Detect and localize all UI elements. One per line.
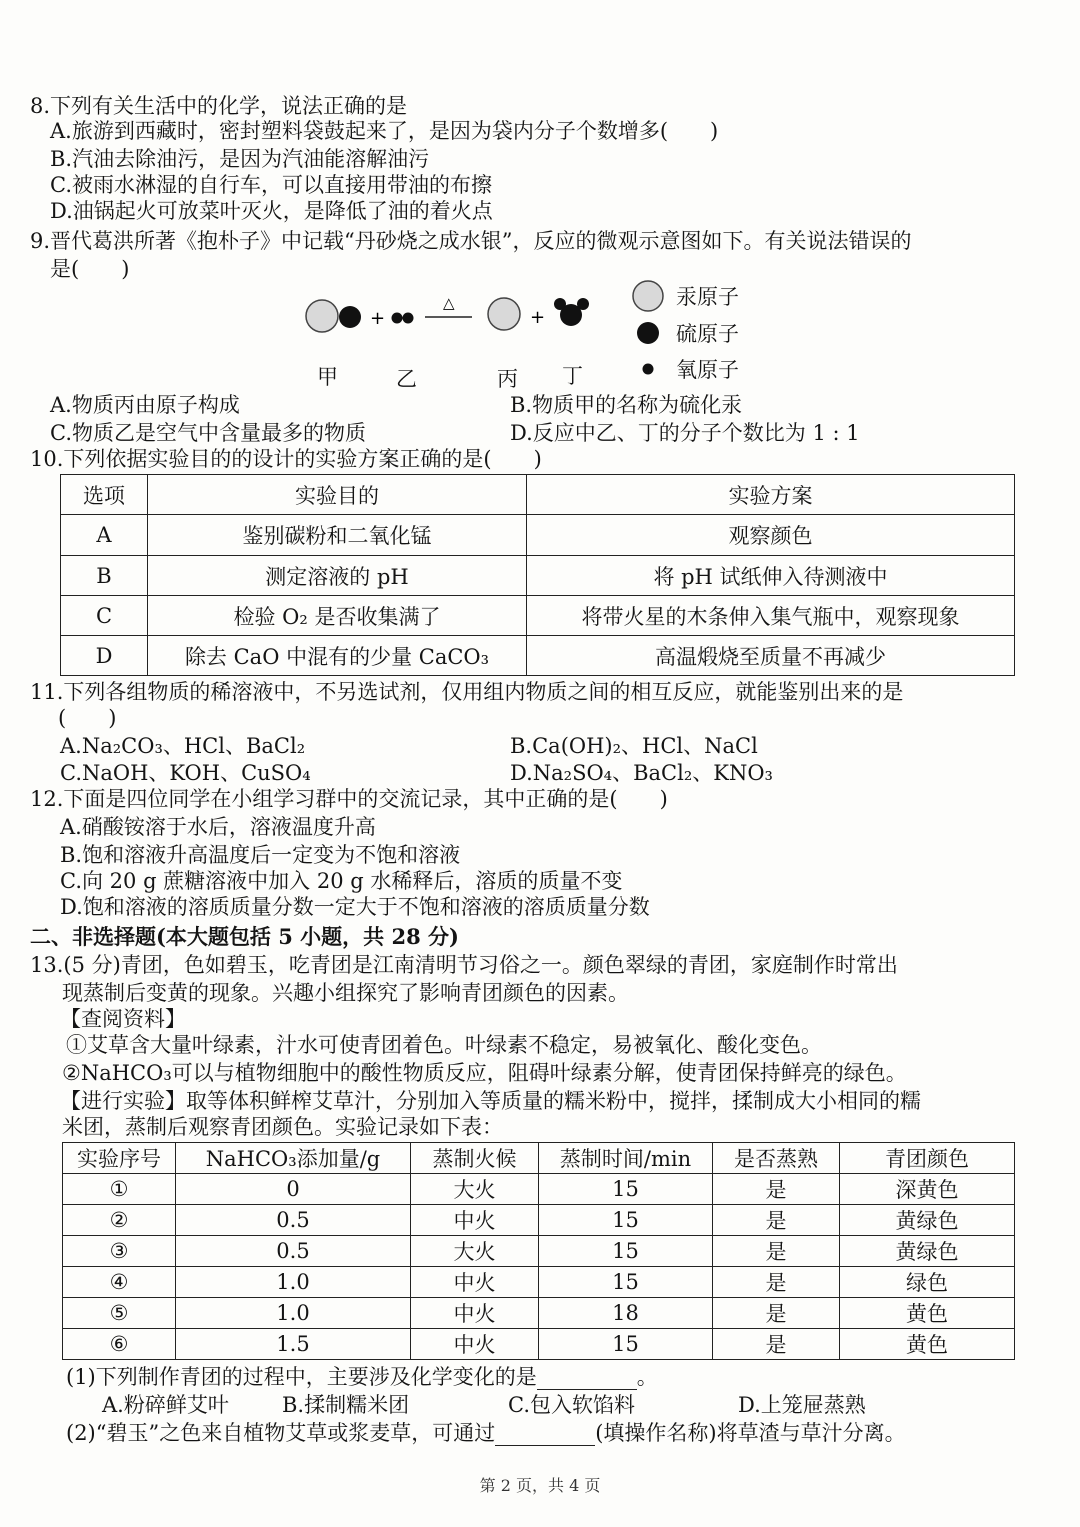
q10-stem: 10.下列依据实验目的的设计的实验方案正确的是( ) (30, 447, 542, 471)
table-cell: 15 (539, 1236, 713, 1267)
label-bing: 丙 (497, 367, 518, 391)
table-cell: 是 (713, 1298, 840, 1329)
q8-option-d: D.油锅起火可放菜叶灭火，是降低了油的着火点 (50, 199, 493, 223)
table-cell: 15 (539, 1174, 713, 1205)
q13-part1-option-d: D.上笼屉蒸熟 (738, 1393, 866, 1417)
mercury-atom-icon (488, 298, 520, 330)
legend-oxygen-icon (643, 364, 654, 375)
q12-option-a: A.硝酸铵溶于水后，溶液温度升高 (60, 815, 376, 839)
table-cell: 大火 (411, 1174, 539, 1205)
q13-part2-prompt (66, 1420, 906, 1446)
mercury-atom-icon (306, 300, 338, 332)
q8-option-b: B.汽油去除油污，是因为汽油能溶解油污 (50, 147, 430, 171)
legend-sulfur-label: 硫原子 (676, 322, 739, 346)
table-cell: 是 (713, 1174, 840, 1205)
svg-text:+: + (370, 308, 386, 329)
q9-stem-line1: 9.晋代葛洪所著《抱朴子》中记载“丹砂烧之成水银”，反应的微观示意图如下。有关说法错误的 (30, 229, 912, 253)
q13-ref-2: ②NaHCO₃可以与植物细胞中的酸性物质反应，阻碍叶绿素分解，使青团保持鲜亮的绿色。 (62, 1061, 907, 1085)
table-cell: 是 (713, 1236, 840, 1267)
q11-option-c: C.NaOH、KOH、CuSO₄ (60, 761, 311, 785)
table-cell: 18 (539, 1298, 713, 1329)
table-header: 实验序号 (63, 1143, 176, 1174)
table-row (63, 1236, 1015, 1267)
q12-option-c: C.向 20 g 蔗糖溶液中加入 20 g 水稀释后，溶质的质量不变 (60, 869, 623, 893)
table-header: 选项 (61, 475, 148, 515)
section-2-heading: 二、非选择题(本大题包括 5 小题，共 28 分) (30, 924, 459, 949)
q9-option-a: A.物质丙由原子构成 (50, 393, 240, 417)
table-row (61, 636, 1015, 676)
answer-blank[interactable] (537, 1367, 637, 1390)
table-cell: 绿色 (840, 1267, 1015, 1298)
q13-stem-line1: 13.(5 分)青团，色如碧玉，吃青团是江南清明节习俗之一。颜色翠绿的青团，家庭制作时常出 (30, 953, 898, 977)
q11-stem-line2: ( ) (58, 706, 117, 730)
table-cell: 0.5 (176, 1236, 411, 1267)
q13-ref-1: ①艾草含大量叶绿素，汁水可使青团着色。叶绿素不稳定，易被氧化、酸化变色。 (66, 1033, 822, 1057)
table-cell: 是 (713, 1267, 840, 1298)
q13-table (62, 1142, 1015, 1360)
q13-part1-prompt (66, 1364, 658, 1390)
table-cell: 15 (539, 1205, 713, 1236)
table-cell: 中火 (411, 1298, 539, 1329)
oxygen-atom-icon (554, 298, 566, 310)
table-cell: A (61, 515, 148, 556)
table-cell: 0 (176, 1174, 411, 1205)
sulfur-atom-icon (339, 306, 361, 328)
table-cell: 将 pH 试纸伸入待测液中 (527, 556, 1015, 596)
q13-part2-text-a: (2)“碧玉”之色来自植物艾草或浆麦草，可通过 (66, 1421, 496, 1445)
table-cell: 高温煅烧至质量不再减少 (527, 636, 1015, 676)
table-cell: 15 (539, 1267, 713, 1298)
legend-sulfur-icon (637, 322, 659, 344)
legend-oxygen-label: 氧原子 (676, 358, 739, 382)
label-ding: 丁 (562, 364, 583, 388)
table-row (63, 1267, 1015, 1298)
q13-part2-text-b: (填操作名称)将草渣与草汁分离。 (595, 1421, 906, 1445)
q13-part1-option-a: A.粉碎鲜艾叶 (102, 1393, 229, 1417)
q13-part1-text: (1)下列制作青团的过程中，主要涉及化学变化的是 (66, 1365, 537, 1389)
q13-exp-line2: 米团，蒸制后观察青团颜色。实验记录如下表： (62, 1115, 503, 1139)
q11-stem-line1: 11.下列各组物质的稀溶液中，不另选试剂，仅用组内物质之间的相互反应，就能鉴别出来的是 (30, 680, 904, 704)
q8-option-a: A.旅游到西藏时，密封塑料袋鼓起来了，是因为袋内分子个数增多( ) (50, 119, 719, 143)
svg-text:+: + (530, 307, 546, 328)
table-cell: D (61, 636, 148, 676)
table-cell: 鉴别碳粉和二氧化锰 (148, 515, 527, 556)
q11-option-d: D.Na₂SO₄、BaCl₂、KNO₃ (510, 761, 773, 785)
table-row (63, 1205, 1015, 1236)
q9-option-c: C.物质乙是空气中含量最多的物质 (50, 421, 366, 445)
oxygen-atom-icon (577, 298, 589, 310)
table-cell: 是 (713, 1329, 840, 1360)
q10-table (60, 474, 1015, 676)
q8-stem: 8.下列有关生活中的化学，说法正确的是 (30, 94, 408, 118)
table-cell: 深黄色 (840, 1174, 1015, 1205)
table-header: 实验方案 (527, 475, 1015, 515)
label-yi: 乙 (396, 367, 417, 391)
table-cell: ⑤ (63, 1298, 176, 1329)
table-cell: B (61, 556, 148, 596)
oxygen-atom-icon (403, 313, 414, 324)
answer-blank[interactable] (495, 1423, 595, 1446)
table-cell: 中火 (411, 1205, 539, 1236)
table-cell: 中火 (411, 1267, 539, 1298)
q9-option-b: B.物质甲的名称为硫化汞 (510, 393, 743, 417)
legend-mercury-icon (633, 281, 663, 311)
table-cell: 1.5 (176, 1329, 411, 1360)
table-cell: 1.0 (176, 1298, 411, 1329)
table-header: 实验目的 (148, 475, 527, 515)
table-header: NaHCO₃添加量/g (176, 1143, 411, 1174)
table-cell: 黄绿色 (840, 1205, 1015, 1236)
table-row (61, 556, 1015, 596)
table-header: 蒸制时间/min (539, 1143, 713, 1174)
table-cell: ① (63, 1174, 176, 1205)
q12-stem: 12.下面是四位同学在小组学习群中的交流记录，其中正确的是( ) (30, 787, 668, 811)
label-jia: 甲 (317, 365, 338, 389)
table-cell: ② (63, 1205, 176, 1236)
reaction-condition: △ (443, 294, 455, 312)
table-header: 青团颜色 (840, 1143, 1015, 1174)
q12-option-b: B.饱和溶液升高温度后一定变为不饱和溶液 (60, 843, 461, 867)
q13-part1-end: 。 (636, 1365, 658, 1389)
q12-option-d: D.饱和溶液的溶质质量分数一定大于不饱和溶液的溶质质量分数 (60, 895, 650, 919)
table-cell: 15 (539, 1329, 713, 1360)
q9-option-d: D.反应中乙、丁的分子个数比为 1 : 1 (510, 421, 860, 445)
page-footer: 第 2 页，共 4 页 (479, 1476, 601, 1495)
table-cell: 除去 CaO 中混有的少量 CaCO₃ (148, 636, 527, 676)
table-cell: 黄绿色 (840, 1236, 1015, 1267)
table-row (61, 515, 1015, 556)
q9-stem-line2: 是( ) (50, 257, 130, 281)
table-cell: 大火 (411, 1236, 539, 1267)
oxygen-atom-icon (392, 313, 403, 324)
table-cell: 观察颜色 (527, 515, 1015, 556)
table-cell: 将带火星的木条伸入集气瓶中，观察现象 (527, 596, 1015, 636)
q13-ref-title: 【查阅资料】 (60, 1007, 186, 1031)
table-cell: 测定溶液的 pH (148, 556, 527, 596)
table-cell: 是 (713, 1205, 840, 1236)
table-row (61, 596, 1015, 636)
q11-option-b: B.Ca(OH)₂、HCl、NaCl (510, 734, 758, 758)
table-cell: ④ (63, 1267, 176, 1298)
q13-part1-option-c: C.包入软馅料 (508, 1393, 635, 1417)
legend-mercury-label: 汞原子 (676, 285, 739, 309)
table-cell: ③ (63, 1236, 176, 1267)
table-header: 蒸制火候 (411, 1143, 539, 1174)
table-cell: 黄色 (840, 1298, 1015, 1329)
table-row (63, 1174, 1015, 1205)
table-cell: 0.5 (176, 1205, 411, 1236)
table-cell: C (61, 596, 148, 636)
q8-option-c: C.被雨水淋湿的自行车，可以直接用带油的布擦 (50, 173, 492, 197)
q13-part1-option-b: B.揉制糯米团 (282, 1393, 410, 1417)
q13-stem-line2: 现蒸制后变黄的现象。兴趣小组探究了影响青团颜色的因素。 (62, 981, 629, 1005)
table-row (63, 1298, 1015, 1329)
reaction-diagram (0, 270, 1080, 400)
table-cell: ⑥ (63, 1329, 176, 1360)
table-cell: 中火 (411, 1329, 539, 1360)
table-cell: 1.0 (176, 1267, 411, 1298)
q13-exp-line1: 【进行实验】取等体积鲜榨艾草汁，分别加入等质量的糯米粉中，搅拌，揉制成大小相同的糯 (60, 1089, 921, 1113)
table-row (63, 1329, 1015, 1360)
table-cell: 检验 O₂ 是否收集满了 (148, 596, 527, 636)
table-header: 是否蒸熟 (713, 1143, 840, 1174)
table-cell: 黄色 (840, 1329, 1015, 1360)
q11-option-a: A.Na₂CO₃、HCl、BaCl₂ (60, 734, 306, 758)
